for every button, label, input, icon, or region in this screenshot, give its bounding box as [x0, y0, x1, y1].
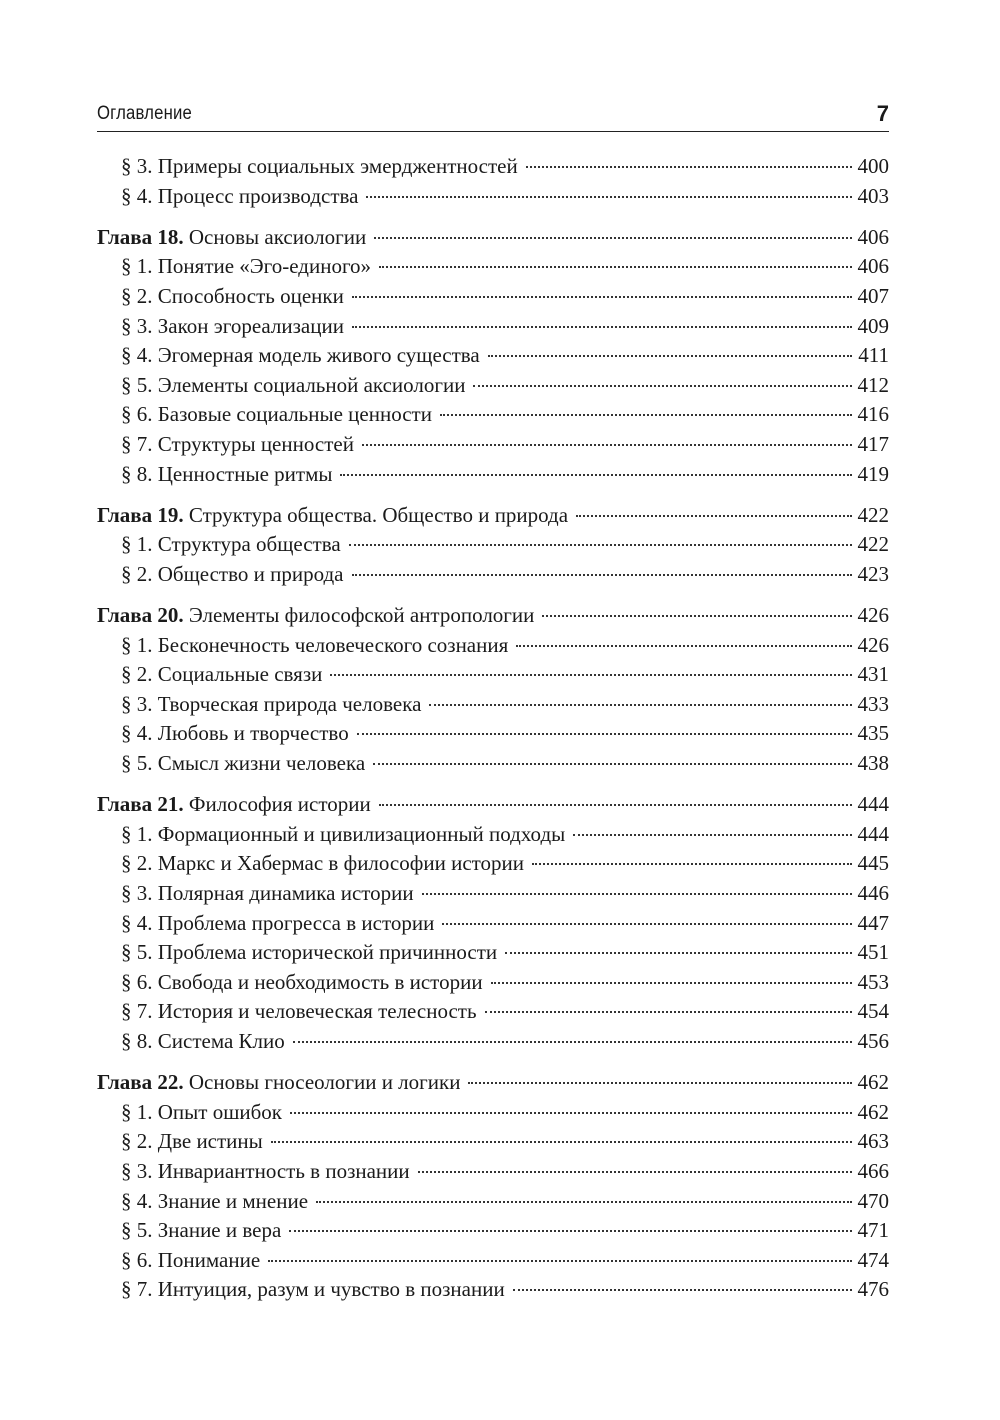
dot-leader	[488, 355, 853, 357]
dot-leader	[352, 326, 852, 328]
section-page: 403	[857, 183, 889, 208]
section-page: 470	[857, 1188, 889, 1213]
chapter-page: 462	[857, 1070, 889, 1095]
section-label: § 7. Структуры ценностей	[121, 431, 354, 456]
toc-section-entry[interactable]	[97, 690, 889, 720]
section-page: 433	[857, 691, 889, 716]
section-label: § 1. Формационный и цивилизационный подходы	[121, 821, 566, 846]
chapter-title: Структура общества. Общество и природа	[188, 502, 569, 527]
section-label: § 4. Проблема прогресса в истории	[121, 910, 435, 935]
section-label: § 6. Свобода и необходимость в истории	[121, 969, 483, 994]
section-label: § 4. Любовь и творчество	[121, 721, 349, 746]
section-page: 431	[857, 662, 889, 687]
dot-leader	[357, 733, 852, 735]
section-page: 411	[858, 343, 889, 368]
section-label: § 5. Элементы социальной аксиологии	[121, 372, 466, 397]
toc-section-entry[interactable]	[97, 631, 889, 661]
chapter-label	[97, 501, 568, 531]
chapter-page: 406	[857, 224, 889, 249]
section-page: 466	[857, 1158, 889, 1183]
section-label: § 6. Понимание	[121, 1247, 261, 1272]
dot-leader	[349, 544, 852, 546]
section-page: 451	[857, 940, 889, 965]
chapter-label	[97, 1068, 460, 1098]
toc-chapter-group	[97, 152, 889, 211]
toc-chapter-group	[97, 501, 889, 590]
toc-section-entry[interactable]	[97, 968, 889, 998]
toc-chapter-entry[interactable]	[97, 601, 889, 631]
section-page: 444	[857, 821, 889, 846]
toc-section-entry[interactable]	[97, 749, 889, 779]
toc-section-entry[interactable]	[97, 341, 889, 371]
dot-leader	[442, 923, 851, 925]
section-page: 407	[857, 283, 889, 308]
chapter-prefix: Глава 18.	[97, 224, 184, 249]
section-page: 412	[857, 372, 889, 397]
section-label: § 1. Бесконечность человеческого сознания	[121, 632, 509, 657]
toc-section-entry[interactable]	[97, 909, 889, 939]
toc-section-entry[interactable]	[97, 938, 889, 968]
section-label: § 8. Система Клио	[121, 1029, 285, 1053]
toc-chapter-entry[interactable]	[97, 223, 889, 253]
section-label: § 7. Интуиция, разум и чувство в познании	[121, 1277, 505, 1302]
dot-leader	[513, 1289, 852, 1291]
section-page: 416	[857, 402, 889, 427]
dot-leader	[542, 615, 851, 617]
toc-chapter-group	[97, 601, 889, 779]
dot-leader	[379, 804, 852, 806]
dot-leader	[505, 952, 851, 954]
chapter-prefix: Глава 22.	[97, 1070, 184, 1095]
toc-section-entry[interactable]	[97, 252, 889, 282]
chapter-prefix: Глава 19.	[97, 502, 184, 527]
dot-leader	[526, 166, 852, 168]
section-page: 462	[857, 1099, 889, 1124]
toc-chapter-group	[97, 223, 889, 489]
toc-section-entry[interactable]	[97, 152, 889, 182]
toc-section-entry[interactable]	[97, 1275, 889, 1305]
section-label: § 3. Инвариантность в познании	[121, 1158, 410, 1183]
dot-leader	[268, 1260, 851, 1262]
toc-section-entry[interactable]	[97, 1187, 889, 1217]
dot-leader	[440, 414, 852, 416]
section-page: 409	[857, 313, 889, 338]
dot-leader	[576, 515, 851, 517]
dot-leader	[573, 834, 851, 836]
toc-chapter-group	[97, 790, 889, 1056]
section-label: § 3. Творческая природа человека	[121, 691, 422, 716]
dot-leader	[352, 574, 852, 576]
dot-leader	[366, 196, 851, 198]
dot-leader	[290, 1112, 852, 1114]
dot-leader	[340, 474, 851, 476]
page-number: 7	[876, 101, 889, 126]
section-label: § 3. Полярная динамика истории	[121, 881, 414, 906]
section-label: § 2. Две истины	[121, 1129, 263, 1154]
toc-section-entry[interactable]	[97, 400, 889, 430]
section-page: 445	[857, 851, 889, 876]
toc-section-entry[interactable]	[97, 1127, 889, 1157]
section-label: § 2. Маркс и Хабермас в философии истории	[121, 851, 525, 876]
dot-leader	[418, 1171, 852, 1173]
toc-chapter-group	[97, 1068, 889, 1305]
chapter-title: Основы гносеологии и логики	[188, 1070, 461, 1095]
dot-leader	[330, 674, 851, 676]
dot-leader	[293, 1041, 852, 1043]
running-header-title: Оглавление	[97, 103, 192, 124]
dot-leader	[516, 645, 851, 647]
section-page: 400	[857, 154, 889, 178]
section-page: 435	[857, 721, 889, 746]
section-label: § 4. Процесс производства	[121, 183, 359, 208]
section-label: § 2. Общество и природа	[121, 561, 344, 586]
toc-section-entry[interactable]	[97, 430, 889, 460]
toc-section-entry[interactable]	[97, 282, 889, 312]
section-page: 476	[857, 1277, 889, 1302]
toc-section-entry[interactable]	[97, 849, 889, 879]
running-header	[97, 101, 889, 132]
dot-leader	[289, 1230, 851, 1232]
toc-chapter-entry[interactable]	[97, 501, 889, 531]
dot-leader	[422, 893, 852, 895]
section-page: 426	[857, 632, 889, 657]
section-label: § 5. Смысл жизни человека	[121, 751, 366, 776]
toc-section-entry[interactable]	[97, 530, 889, 560]
section-label: § 1. Понятие «Эго-единого»	[121, 254, 372, 279]
toc-section-entry[interactable]	[97, 371, 889, 401]
toc-section-entry[interactable]	[97, 1216, 889, 1246]
section-label: § 2. Социальные связи	[121, 662, 323, 687]
section-label: § 5. Проблема исторической причинности	[121, 940, 498, 965]
section-page: 453	[857, 969, 889, 994]
section-page: 422	[857, 532, 889, 557]
dot-leader	[429, 704, 851, 706]
dot-leader	[373, 763, 851, 765]
dot-leader	[362, 444, 852, 446]
section-page: 474	[857, 1247, 889, 1272]
toc-chapter-entry[interactable]	[97, 790, 889, 820]
toc-section-entry[interactable]	[97, 1027, 889, 1057]
toc-section-entry[interactable]	[97, 997, 889, 1027]
chapter-title: Элементы философской антропологии	[188, 603, 535, 628]
chapter-page: 426	[857, 603, 889, 628]
chapter-label	[97, 790, 371, 820]
dot-leader	[352, 296, 852, 298]
chapter-page: 422	[857, 502, 889, 527]
chapter-label	[97, 223, 366, 253]
dot-leader	[468, 1082, 851, 1084]
chapter-title: Философия истории	[188, 792, 371, 817]
section-label: § 3. Закон эгореализации	[121, 313, 344, 338]
chapter-page: 444	[857, 792, 889, 817]
section-label: § 2. Способность оценки	[121, 283, 344, 308]
dot-leader	[532, 863, 851, 865]
toc-section-entry[interactable]	[97, 182, 889, 212]
section-page: 447	[857, 910, 889, 935]
toc-section-entry[interactable]	[97, 560, 889, 590]
toc-section-entry[interactable]	[97, 879, 889, 909]
dot-leader	[271, 1141, 852, 1143]
toc-section-entry[interactable]	[97, 460, 889, 490]
section-page: 419	[857, 461, 889, 486]
toc-section-entry[interactable]	[97, 719, 889, 749]
toc-section-entry[interactable]	[97, 820, 889, 850]
section-page: 406	[857, 254, 889, 279]
section-label: § 3. Примеры социальных эмерджентностей	[121, 154, 518, 178]
chapter-prefix: Глава 21.	[97, 792, 184, 817]
section-page: 417	[857, 431, 889, 456]
section-label: § 4. Знание и мнение	[121, 1188, 309, 1213]
chapter-prefix: Глава 20.	[97, 603, 184, 628]
chapter-title: Основы аксиологии	[188, 224, 367, 249]
toc-section-entry[interactable]	[97, 660, 889, 690]
section-label: § 5. Знание и вера	[121, 1218, 282, 1243]
section-label: § 6. Базовые социальные ценности	[121, 402, 432, 427]
toc-section-entry[interactable]	[97, 1098, 889, 1128]
toc-chapter-entry[interactable]	[97, 1068, 889, 1098]
section-label: § 4. Эгомерная модель живого существа	[121, 343, 480, 368]
section-page: 423	[857, 561, 889, 586]
dot-leader	[374, 237, 851, 239]
dot-leader	[316, 1201, 851, 1203]
section-label: § 1. Опыт ошибок	[121, 1099, 282, 1124]
dot-leader	[491, 982, 852, 984]
dot-leader	[473, 385, 851, 387]
section-label: § 8. Ценностные ритмы	[121, 461, 333, 486]
section-page: 454	[857, 999, 889, 1024]
toc-section-entry[interactable]	[97, 312, 889, 342]
section-page: 438	[857, 751, 889, 776]
toc-section-entry[interactable]	[97, 1157, 889, 1187]
dot-leader	[485, 1011, 852, 1013]
section-page: 471	[857, 1218, 889, 1243]
section-page: 456	[857, 1029, 889, 1053]
chapter-label	[97, 601, 534, 631]
section-label: § 7. История и человеческая телесность	[121, 999, 477, 1024]
section-label: § 1. Структура общества	[121, 532, 341, 557]
table-of-contents	[97, 152, 889, 1317]
section-page: 446	[857, 881, 889, 906]
toc-section-entry[interactable]	[97, 1246, 889, 1276]
section-page: 463	[857, 1129, 889, 1154]
dot-leader	[379, 266, 851, 268]
